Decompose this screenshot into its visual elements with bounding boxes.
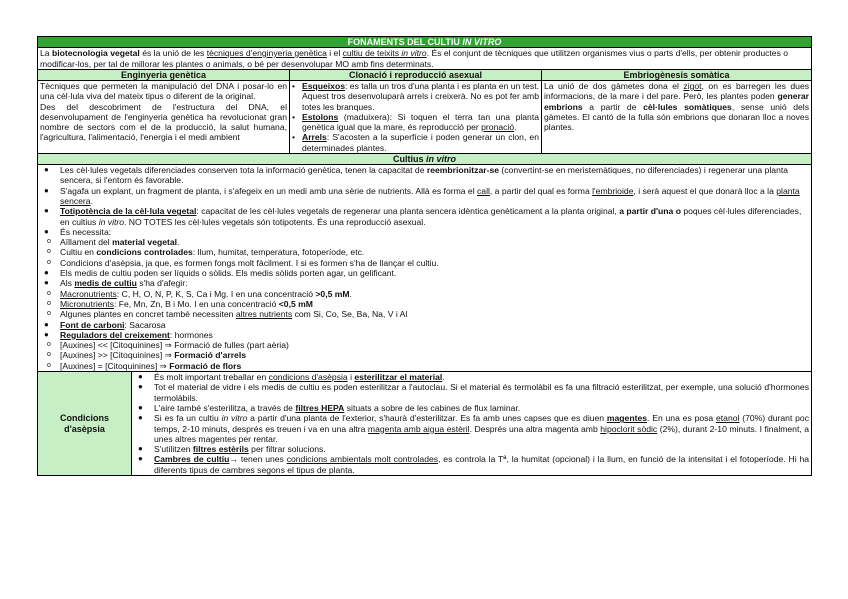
fonaments-table	[37, 36, 812, 476]
list-item: ● S'agafa un explant, un fragment de planta, i s'afegeix en un medi amb una sèrie de nutrients. Allà es forma el call, a partir del qual es forma l'embrioide, i serà aquest el que donarà lloc a la planta sencera.	[44, 185, 800, 206]
clonacio-item: • Esqueixos: es talla un tros d'una planta i es planta en un test. Aquest tros desenvoluparà arrels i creixerà. No es pot fer amb totes les branques.	[292, 81, 539, 112]
cultius-title: Cultius in vitro	[38, 154, 812, 165]
list-item: ● Cambres de cultiu→ tenen unes condicions ambientals molt controlades, es controla la Tª, la humitat (opcional) i la llum, en funció de la intensitat i el fotoperíode. Hi ha diferents tipus de cambres segons el tipus de planta.	[138, 454, 810, 475]
clonacio-cell	[290, 81, 542, 154]
list-item: ● Si es fa un cultiu in vitro a partir d'una planta de l'exterior, s'haurà d'esterilitzar. Es fa amb unes capses que es diuen magentes. En una es posa etanol (70%) durant poc temps, 2-10 minuts, després es treuen i va en una altra magenta amb aigua estèril. Després una altra magenta amb hipoclorit sòdic (2%), durant 2-10 minuts. I finalment, a unes altres magentes per rentar.	[138, 413, 810, 444]
asepsia-list	[132, 372, 811, 475]
list-subitem: o Condicions d'asèpsia, ja que, es formen fongs molt fàcilment. I si es formen s'ha de llançar el cultiu.	[47, 257, 439, 268]
list-item: ● Als medis de cultiu s'ha d'afegir:	[44, 278, 188, 289]
clonacio-item: • Estolons (maduixera): Si toquen el terra tan una planta genètica igual que la mare, és reproducció per pronació.	[292, 111, 539, 133]
col-header-enginyeria: Enginyeria genètica	[38, 70, 290, 81]
enginyeria-text-a: Tècniques que permeten la manipulació del DNA i posar-lo en una cèl·lula viva del mateix tipus o diferent de la original.	[40, 81, 287, 102]
embriogenesis-cell: La unió de dos gàmetes dona el zigot, on es barregen les dues informacions, de la mare i del pare. Però, les plantes poden generar embrions a partir de cèl·lules somàtiques, sense unió dels gàmetes. El cantó de la fulla són embrions que donaran lloc a noves plantes.	[542, 81, 812, 154]
cultius-list	[38, 165, 811, 371]
list-item: ● S'utilitzen filtres estèrils per filtrar solucions.	[138, 444, 326, 455]
intro-paragraph: La biotecnologia vegetal és la unió de les tècniques d'enginyeria genètica i el cultiu de teixits in vitro. És el conjunt de tècniques que utilitzen organismes vius o parts d'ells, per obtenir productes o modificar-los, per tal de millorar les plantes o animals, o bé per desenvolupar MO amb fins determinats.	[38, 48, 812, 70]
list-subitem: o Cultiu en condicions controlades: llum, humitat, temperatura, fotoperíode, etc.	[47, 247, 365, 258]
asepsia-label: Condicions d'asèpsia	[38, 372, 132, 476]
list-item: ● Font de carboni: Sacarosa	[44, 319, 166, 330]
list-subitem: o Macronutrients: C, H, O, N, P, K, S, Ca i Mg. I en una concentració >0,5 mM.	[47, 288, 352, 299]
list-subitem: o Aïllament del material vegetal.	[47, 237, 180, 248]
list-item: ● Les cèl·lules vegetals diferenciades conserven tota la informació genètica, tenen la capacitat de reembrionitzar-se (convertint-se en meristemàtiques, no diferenciades) i regenerar una planta sencera, si l'entorn és favorable.	[44, 165, 789, 186]
list-item: ● Els medis de cultiu poden ser líquids o sòlids. Els medis sòlids porten agar, un gelificant.	[44, 268, 397, 279]
main-title: FONAMENTS DEL CULTIU IN VITRO	[38, 37, 812, 48]
list-subitem: o [Auxines] = [Citoquinines] ⇒ Formació de flors	[47, 360, 242, 371]
enginyeria-cell	[38, 81, 290, 154]
asepsia-cell	[132, 372, 812, 476]
list-subitem: o [Auxines] << [Citoquinines] ⇒ Formació de fulles (part aèria)	[47, 340, 289, 351]
col-header-embriogenesis: Embriogènesis somàtica	[542, 70, 812, 81]
list-item: ● És necessita:	[44, 226, 112, 237]
list-item: ● És molt important treballar en condicions d'asèpsia i esterilitzar el material.	[138, 372, 445, 383]
list-subitem: o Micronutrients: Fe, Mn, Zn, B i Mo. I en una concentració <0,5 mM	[47, 298, 313, 309]
list-item: ● Tot el material de vidre i els medis de cultiu es poden esterilitzar a l'autoclau. Si el material és termolàbil es fa una filtració esterilitzat, per exemple, una solució d'hormones termolàbils.	[138, 382, 810, 403]
list-subitem: o [Auxines] >> [Citoquinines] ⇒ Formació d'arrels	[47, 350, 246, 361]
list-item: ● Totipotència de la cèl·lula vegetal: capacitat de les cèl·lules vegetals de regenerar una planta sencera idèntica genèticament a la planta original, a partir d'una o poques cèl·lules diferenciades, en cultius in vitro. NO TOTES les cèl·lules vegetals són totipotents. És una reproducció asexual.	[44, 206, 802, 227]
cultius-cell	[38, 165, 812, 372]
list-item: ● L'aire també s'esterilitza, a través de filtres HEPA situats a sobre de les cabines de flux laminar.	[138, 402, 521, 413]
list-subitem: o Algunes plantes en concret també necessiten altres nutrients com Si, Co, Se, Ba, Na, V i Al	[47, 309, 408, 320]
list-item: ● Reguladors del creixement: hormones	[44, 329, 213, 340]
enginyeria-text-b: Des del descobriment de l'estructura del DNA, el desenvolupament de l'enginyeria genètica ha revolucionat gran nombre de sectors com el de la producció, la salut humana, l'agricultura, l'alimentació, l'energia i el medi ambient	[40, 101, 287, 143]
clonacio-item: • Arrels: S'acosten a la superfície i poden generar un clon, en determinades plantes.	[292, 132, 539, 153]
document-page	[37, 36, 811, 476]
col-header-clonacio: Clonació i reproducció asexual	[290, 70, 542, 81]
